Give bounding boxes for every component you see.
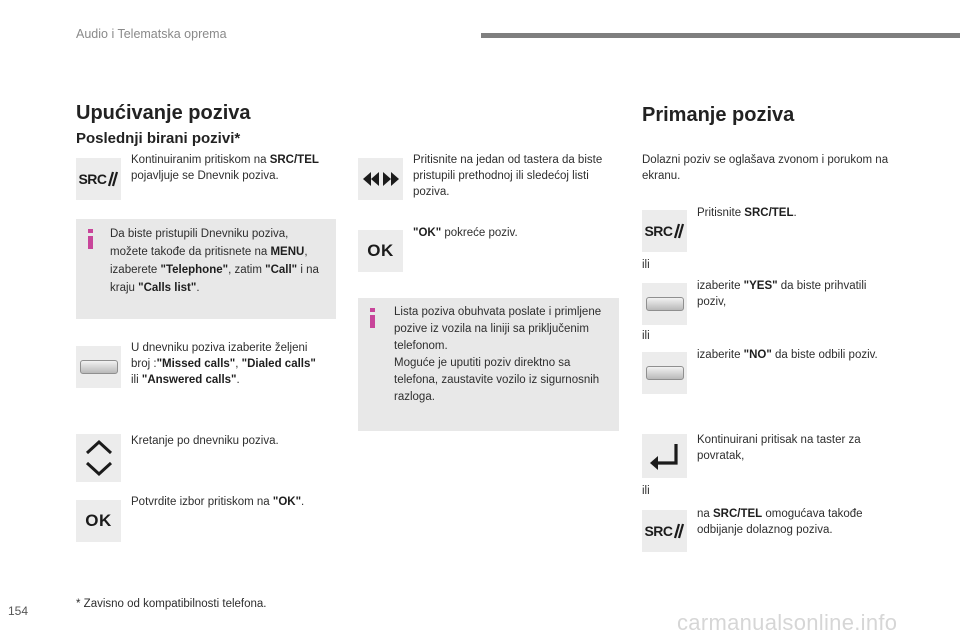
step-prev-next-list: Pritisnite na jedan od tastera da biste pristupili prethodnoj ili sledećoj listi poziva. [413, 154, 603, 198]
ok-button-icon: OK [76, 500, 121, 542]
ok-button-icon-middle: OK [358, 230, 403, 272]
info-box-call-list: Lista poziva obuhvata poslate i primljene pozive iz vozila na liniji sa priključenim telefonom. Moguće je uputiti poziv direktno sa telefona, zaustavite vozilo iz sigurnosnih razloga. [358, 298, 619, 431]
src-tel-button-icon-reject: SRC [642, 510, 687, 552]
back-button-icon [642, 434, 687, 478]
up-down-arrows-icon [76, 434, 121, 482]
step-navigate-log: Kretanje po dnevniku poziva. [131, 435, 279, 447]
watermark: carmanualsonline.info [677, 610, 898, 635]
info-icon [370, 315, 375, 328]
incoming-call-intro: Dolazni poziv se oglašava zvonom i porukom na ekranu. [642, 154, 889, 182]
or-label-2: ili [642, 330, 650, 342]
step-select-number: U dnevniku poziva izaberite željeni broj :"Missed calls", "Dialed calls" ili "Answered calls". [131, 342, 316, 386]
src-slash-icon [673, 223, 685, 239]
src-slash-icon [673, 523, 685, 539]
step-confirm-ok: Potvrdite izbor pritiskom na "OK". [131, 496, 305, 508]
or-label-1: ili [642, 259, 650, 271]
src-tel-button-icon-accept: SRC [642, 210, 687, 252]
or-label-3: ili [642, 485, 650, 497]
prev-next-buttons-icon [358, 158, 403, 200]
src-tel-button-icon: SRC [76, 158, 121, 200]
step-ok-starts-call: "OK" pokreće poziv. [413, 227, 518, 239]
rotary-button-shape [80, 360, 118, 374]
step-hold-back: Kontinuirani pritisak na taster za povratak, [697, 434, 861, 462]
header-bar [481, 33, 960, 38]
step-press-src-tel: Pritisnite SRC/TEL. [697, 207, 797, 219]
src-slash-icon [107, 171, 119, 187]
info-icon-dot [370, 308, 375, 312]
section-heading-placing-calls: Upućivanje poziva [76, 102, 251, 124]
step-select-no: izaberite "NO" da biste odbili poziv. [697, 349, 878, 361]
rotary-button-icon [76, 346, 121, 388]
info-icon [88, 236, 93, 249]
rotary-button-icon-no [642, 352, 687, 394]
info-box-menu: Da biste pristupili Dnevniku poziva, možete takođe da pritisnete na MENU, izaberete "Telephone", zatim "Call" i na kraju "Calls list". [76, 219, 336, 319]
rotary-button-icon-yes [642, 283, 687, 325]
info-icon-dot [88, 229, 93, 233]
step-open-call-log: Kontinuiranim pritiskom na SRC/TEL pojavljuje se Dnevnik poziva. [131, 154, 319, 182]
section-heading-receiving-calls: Primanje poziva [642, 104, 795, 126]
step-select-yes: izaberite "YES" da biste prihvatili poziv, [697, 280, 867, 308]
footnote: * Zavisno od kompatibilnosti telefona. [76, 598, 267, 610]
subheading-last-calls: Poslednji birani pozivi* [76, 130, 241, 147]
chapter-title: Audio i Telematska oprema [76, 27, 227, 41]
page-number: 154 [8, 604, 29, 618]
step-src-tel-reject: na SRC/TEL omogućava takođe odbijanje dolaznog poziva. [697, 508, 863, 536]
